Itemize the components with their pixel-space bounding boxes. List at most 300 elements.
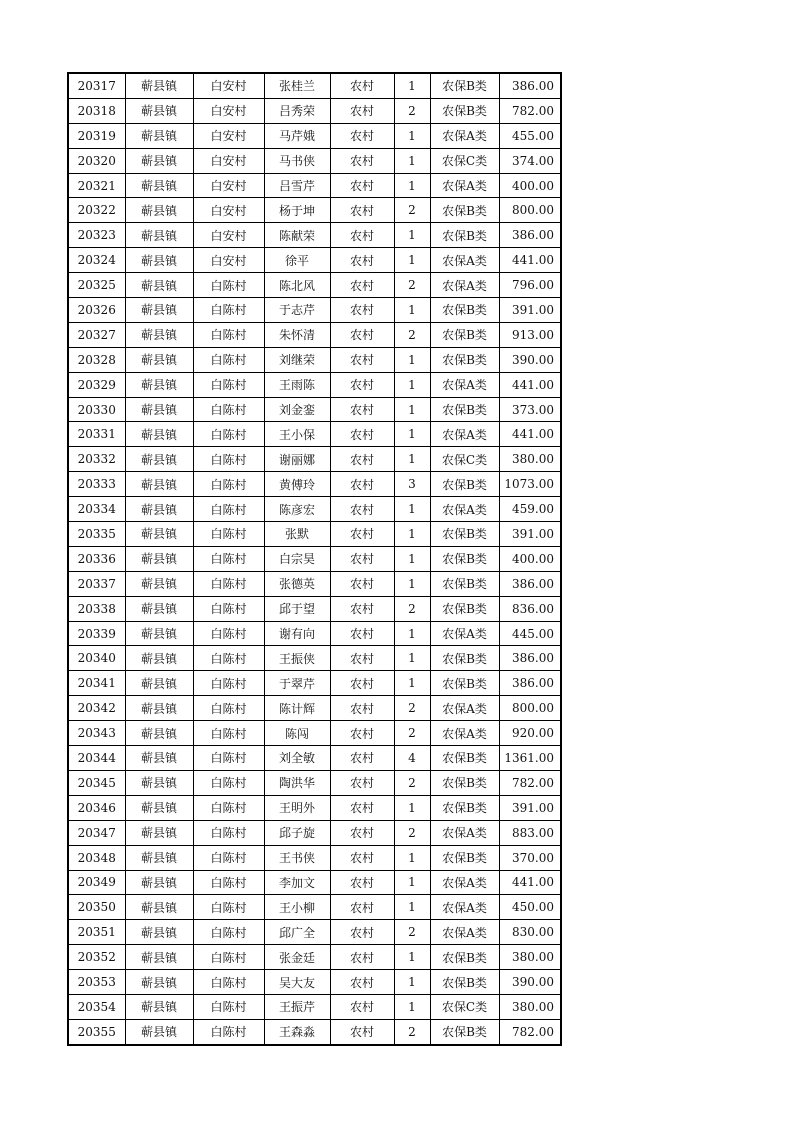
cell-record-id: 20348 bbox=[68, 845, 125, 870]
records-table bbox=[67, 72, 562, 1046]
table-row bbox=[68, 98, 561, 123]
cell-household-type: 农村 bbox=[330, 820, 394, 845]
cell-household-type: 农村 bbox=[330, 795, 394, 820]
cell-insurance-class: 农保A类 bbox=[430, 696, 499, 721]
cell-amount: 441.00 bbox=[499, 248, 561, 273]
cell-amount: 391.00 bbox=[499, 795, 561, 820]
cell-village: 白安村 bbox=[193, 73, 264, 98]
cell-name: 邱广全 bbox=[264, 920, 330, 945]
cell-insurance-class: 农保A类 bbox=[430, 920, 499, 945]
cell-record-id: 20352 bbox=[68, 945, 125, 970]
cell-town: 蕲县镇 bbox=[125, 497, 193, 522]
cell-insurance-class: 农保B类 bbox=[430, 347, 499, 372]
cell-amount: 459.00 bbox=[499, 497, 561, 522]
cell-record-id: 20334 bbox=[68, 497, 125, 522]
table-row bbox=[68, 522, 561, 547]
cell-member-count: 2 bbox=[394, 770, 430, 795]
cell-village: 白陈村 bbox=[193, 298, 264, 323]
table-row bbox=[68, 273, 561, 298]
cell-name: 马芹娥 bbox=[264, 123, 330, 148]
cell-amount: 373.00 bbox=[499, 397, 561, 422]
cell-household-type: 农村 bbox=[330, 746, 394, 771]
cell-village: 白陈村 bbox=[193, 1019, 264, 1044]
cell-member-count: 2 bbox=[394, 273, 430, 298]
cell-member-count: 2 bbox=[394, 198, 430, 223]
cell-member-count: 1 bbox=[394, 173, 430, 198]
cell-household-type: 农村 bbox=[330, 397, 394, 422]
cell-household-type: 农村 bbox=[330, 596, 394, 621]
cell-household-type: 农村 bbox=[330, 322, 394, 347]
cell-town: 蕲县镇 bbox=[125, 123, 193, 148]
cell-amount: 391.00 bbox=[499, 522, 561, 547]
cell-village: 白安村 bbox=[193, 223, 264, 248]
cell-member-count: 1 bbox=[394, 223, 430, 248]
cell-town: 蕲县镇 bbox=[125, 646, 193, 671]
cell-insurance-class: 农保A类 bbox=[430, 820, 499, 845]
cell-household-type: 农村 bbox=[330, 472, 394, 497]
cell-village: 白陈村 bbox=[193, 721, 264, 746]
cell-village: 白陈村 bbox=[193, 546, 264, 571]
cell-record-id: 20317 bbox=[68, 73, 125, 98]
cell-record-id: 20333 bbox=[68, 472, 125, 497]
cell-record-id: 20318 bbox=[68, 98, 125, 123]
cell-village: 白陈村 bbox=[193, 422, 264, 447]
cell-village: 白陈村 bbox=[193, 447, 264, 472]
cell-insurance-class: 农保A类 bbox=[430, 422, 499, 447]
cell-insurance-class: 农保B类 bbox=[430, 770, 499, 795]
cell-insurance-class: 农保B类 bbox=[430, 322, 499, 347]
cell-amount: 400.00 bbox=[499, 546, 561, 571]
cell-insurance-class: 农保A类 bbox=[430, 497, 499, 522]
cell-amount: 380.00 bbox=[499, 994, 561, 1019]
cell-member-count: 1 bbox=[394, 347, 430, 372]
cell-insurance-class: 农保A类 bbox=[430, 621, 499, 646]
table-row bbox=[68, 571, 561, 596]
cell-household-type: 农村 bbox=[330, 870, 394, 895]
cell-town: 蕲县镇 bbox=[125, 621, 193, 646]
cell-amount: 883.00 bbox=[499, 820, 561, 845]
cell-town: 蕲县镇 bbox=[125, 322, 193, 347]
cell-town: 蕲县镇 bbox=[125, 248, 193, 273]
cell-insurance-class: 农保A类 bbox=[430, 248, 499, 273]
cell-household-type: 农村 bbox=[330, 173, 394, 198]
cell-member-count: 1 bbox=[394, 248, 430, 273]
cell-village: 白陈村 bbox=[193, 845, 264, 870]
cell-record-id: 20327 bbox=[68, 322, 125, 347]
cell-town: 蕲县镇 bbox=[125, 1019, 193, 1044]
cell-amount: 386.00 bbox=[499, 73, 561, 98]
cell-town: 蕲县镇 bbox=[125, 920, 193, 945]
cell-record-id: 20324 bbox=[68, 248, 125, 273]
cell-name: 陶洪华 bbox=[264, 770, 330, 795]
cell-member-count: 3 bbox=[394, 472, 430, 497]
cell-amount: 400.00 bbox=[499, 173, 561, 198]
cell-record-id: 20319 bbox=[68, 123, 125, 148]
cell-village: 白陈村 bbox=[193, 322, 264, 347]
cell-name: 张德英 bbox=[264, 571, 330, 596]
cell-member-count: 1 bbox=[394, 571, 430, 596]
cell-town: 蕲县镇 bbox=[125, 298, 193, 323]
cell-town: 蕲县镇 bbox=[125, 970, 193, 995]
cell-town: 蕲县镇 bbox=[125, 945, 193, 970]
cell-village: 白安村 bbox=[193, 98, 264, 123]
cell-record-id: 20336 bbox=[68, 546, 125, 571]
cell-member-count: 1 bbox=[394, 994, 430, 1019]
cell-name: 吕秀荣 bbox=[264, 98, 330, 123]
cell-record-id: 20323 bbox=[68, 223, 125, 248]
cell-member-count: 1 bbox=[394, 422, 430, 447]
cell-amount: 782.00 bbox=[499, 770, 561, 795]
cell-record-id: 20342 bbox=[68, 696, 125, 721]
table-row bbox=[68, 546, 561, 571]
table-row bbox=[68, 497, 561, 522]
cell-record-id: 20325 bbox=[68, 273, 125, 298]
table-row bbox=[68, 920, 561, 945]
cell-name: 刘继荣 bbox=[264, 347, 330, 372]
cell-insurance-class: 农保A类 bbox=[430, 173, 499, 198]
cell-name: 谢有向 bbox=[264, 621, 330, 646]
table-row bbox=[68, 123, 561, 148]
cell-amount: 836.00 bbox=[499, 596, 561, 621]
cell-record-id: 20344 bbox=[68, 746, 125, 771]
cell-name: 徐平 bbox=[264, 248, 330, 273]
cell-village: 白陈村 bbox=[193, 347, 264, 372]
cell-insurance-class: 农保A类 bbox=[430, 721, 499, 746]
cell-member-count: 2 bbox=[394, 98, 430, 123]
cell-village: 白陈村 bbox=[193, 596, 264, 621]
table-row bbox=[68, 298, 561, 323]
cell-record-id: 20339 bbox=[68, 621, 125, 646]
cell-name: 张金廷 bbox=[264, 945, 330, 970]
cell-town: 蕲县镇 bbox=[125, 746, 193, 771]
cell-town: 蕲县镇 bbox=[125, 98, 193, 123]
cell-member-count: 2 bbox=[394, 721, 430, 746]
cell-village: 白陈村 bbox=[193, 945, 264, 970]
table-row bbox=[68, 795, 561, 820]
cell-record-id: 20346 bbox=[68, 795, 125, 820]
cell-insurance-class: 农保B类 bbox=[430, 671, 499, 696]
cell-town: 蕲县镇 bbox=[125, 273, 193, 298]
cell-record-id: 20335 bbox=[68, 522, 125, 547]
cell-insurance-class: 农保B类 bbox=[430, 198, 499, 223]
table-row bbox=[68, 198, 561, 223]
cell-amount: 1361.00 bbox=[499, 746, 561, 771]
cell-record-id: 20345 bbox=[68, 770, 125, 795]
cell-amount: 380.00 bbox=[499, 945, 561, 970]
cell-name: 谢丽娜 bbox=[264, 447, 330, 472]
cell-amount: 782.00 bbox=[499, 1019, 561, 1044]
cell-amount: 390.00 bbox=[499, 347, 561, 372]
cell-town: 蕲县镇 bbox=[125, 148, 193, 173]
cell-insurance-class: 农保C类 bbox=[430, 994, 499, 1019]
cell-member-count: 1 bbox=[394, 497, 430, 522]
table-row bbox=[68, 820, 561, 845]
table-row bbox=[68, 397, 561, 422]
cell-insurance-class: 农保A类 bbox=[430, 273, 499, 298]
cell-insurance-class: 农保A类 bbox=[430, 895, 499, 920]
cell-household-type: 农村 bbox=[330, 522, 394, 547]
cell-amount: 920.00 bbox=[499, 721, 561, 746]
cell-name: 王小柳 bbox=[264, 895, 330, 920]
cell-amount: 386.00 bbox=[499, 646, 561, 671]
table-row bbox=[68, 173, 561, 198]
cell-village: 白陈村 bbox=[193, 671, 264, 696]
cell-record-id: 20351 bbox=[68, 920, 125, 945]
cell-record-id: 20347 bbox=[68, 820, 125, 845]
cell-record-id: 20343 bbox=[68, 721, 125, 746]
cell-insurance-class: 农保A类 bbox=[430, 372, 499, 397]
cell-amount: 386.00 bbox=[499, 223, 561, 248]
cell-household-type: 农村 bbox=[330, 447, 394, 472]
cell-amount: 830.00 bbox=[499, 920, 561, 945]
table-row bbox=[68, 223, 561, 248]
table-row bbox=[68, 472, 561, 497]
cell-name: 邱子旋 bbox=[264, 820, 330, 845]
cell-household-type: 农村 bbox=[330, 945, 394, 970]
table-body bbox=[68, 73, 561, 1045]
cell-town: 蕲县镇 bbox=[125, 895, 193, 920]
cell-amount: 800.00 bbox=[499, 198, 561, 223]
cell-amount: 374.00 bbox=[499, 148, 561, 173]
cell-household-type: 农村 bbox=[330, 845, 394, 870]
cell-town: 蕲县镇 bbox=[125, 596, 193, 621]
cell-name: 张默 bbox=[264, 522, 330, 547]
cell-name: 白宗昊 bbox=[264, 546, 330, 571]
table-row bbox=[68, 1019, 561, 1044]
table-row bbox=[68, 646, 561, 671]
cell-insurance-class: 农保B类 bbox=[430, 298, 499, 323]
cell-name: 王振芹 bbox=[264, 994, 330, 1019]
cell-village: 白陈村 bbox=[193, 571, 264, 596]
cell-name: 陈闯 bbox=[264, 721, 330, 746]
cell-village: 白安村 bbox=[193, 148, 264, 173]
cell-village: 白陈村 bbox=[193, 646, 264, 671]
cell-town: 蕲县镇 bbox=[125, 671, 193, 696]
cell-town: 蕲县镇 bbox=[125, 422, 193, 447]
cell-name: 王振侠 bbox=[264, 646, 330, 671]
table-row bbox=[68, 372, 561, 397]
table-row bbox=[68, 746, 561, 771]
cell-insurance-class: 农保C类 bbox=[430, 148, 499, 173]
cell-town: 蕲县镇 bbox=[125, 870, 193, 895]
cell-town: 蕲县镇 bbox=[125, 721, 193, 746]
cell-insurance-class: 农保C类 bbox=[430, 447, 499, 472]
cell-village: 白陈村 bbox=[193, 621, 264, 646]
cell-name: 陈北风 bbox=[264, 273, 330, 298]
cell-member-count: 1 bbox=[394, 945, 430, 970]
cell-member-count: 1 bbox=[394, 397, 430, 422]
cell-household-type: 农村 bbox=[330, 571, 394, 596]
cell-member-count: 1 bbox=[394, 372, 430, 397]
cell-name: 于翠芹 bbox=[264, 671, 330, 696]
cell-record-id: 20341 bbox=[68, 671, 125, 696]
cell-amount: 455.00 bbox=[499, 123, 561, 148]
cell-name: 黄傅玲 bbox=[264, 472, 330, 497]
cell-insurance-class: 农保A类 bbox=[430, 870, 499, 895]
table-row bbox=[68, 870, 561, 895]
cell-amount: 445.00 bbox=[499, 621, 561, 646]
cell-amount: 370.00 bbox=[499, 845, 561, 870]
cell-household-type: 农村 bbox=[330, 497, 394, 522]
cell-amount: 800.00 bbox=[499, 696, 561, 721]
cell-member-count: 1 bbox=[394, 447, 430, 472]
cell-amount: 386.00 bbox=[499, 571, 561, 596]
cell-village: 白陈村 bbox=[193, 696, 264, 721]
cell-name: 王书侠 bbox=[264, 845, 330, 870]
cell-village: 白陈村 bbox=[193, 770, 264, 795]
cell-town: 蕲县镇 bbox=[125, 173, 193, 198]
cell-name: 吕雪芹 bbox=[264, 173, 330, 198]
cell-town: 蕲县镇 bbox=[125, 223, 193, 248]
cell-record-id: 20350 bbox=[68, 895, 125, 920]
cell-village: 白陈村 bbox=[193, 870, 264, 895]
cell-insurance-class: 农保B类 bbox=[430, 845, 499, 870]
cell-household-type: 农村 bbox=[330, 347, 394, 372]
cell-insurance-class: 农保B类 bbox=[430, 596, 499, 621]
cell-record-id: 20355 bbox=[68, 1019, 125, 1044]
cell-town: 蕲县镇 bbox=[125, 994, 193, 1019]
cell-household-type: 农村 bbox=[330, 696, 394, 721]
cell-name: 陈献荣 bbox=[264, 223, 330, 248]
cell-household-type: 农村 bbox=[330, 248, 394, 273]
cell-village: 白陈村 bbox=[193, 397, 264, 422]
table-row bbox=[68, 422, 561, 447]
cell-record-id: 20330 bbox=[68, 397, 125, 422]
cell-insurance-class: 农保B类 bbox=[430, 571, 499, 596]
cell-household-type: 农村 bbox=[330, 198, 394, 223]
table-row bbox=[68, 248, 561, 273]
cell-member-count: 1 bbox=[394, 621, 430, 646]
cell-name: 王小保 bbox=[264, 422, 330, 447]
cell-amount: 913.00 bbox=[499, 322, 561, 347]
cell-household-type: 农村 bbox=[330, 970, 394, 995]
cell-member-count: 1 bbox=[394, 795, 430, 820]
cell-insurance-class: 农保B类 bbox=[430, 945, 499, 970]
cell-town: 蕲县镇 bbox=[125, 820, 193, 845]
cell-village: 白安村 bbox=[193, 173, 264, 198]
cell-village: 白陈村 bbox=[193, 994, 264, 1019]
cell-name: 朱怀清 bbox=[264, 322, 330, 347]
table-row bbox=[68, 770, 561, 795]
cell-member-count: 1 bbox=[394, 298, 430, 323]
cell-amount: 441.00 bbox=[499, 422, 561, 447]
cell-household-type: 农村 bbox=[330, 646, 394, 671]
table-row bbox=[68, 696, 561, 721]
table-row bbox=[68, 895, 561, 920]
cell-name: 刘金銮 bbox=[264, 397, 330, 422]
table-row bbox=[68, 945, 561, 970]
cell-member-count: 1 bbox=[394, 546, 430, 571]
cell-household-type: 农村 bbox=[330, 770, 394, 795]
cell-record-id: 20328 bbox=[68, 347, 125, 372]
cell-village: 白陈村 bbox=[193, 795, 264, 820]
cell-amount: 441.00 bbox=[499, 372, 561, 397]
cell-insurance-class: 农保B类 bbox=[430, 795, 499, 820]
table-row bbox=[68, 596, 561, 621]
cell-amount: 386.00 bbox=[499, 671, 561, 696]
cell-insurance-class: 农保B类 bbox=[430, 223, 499, 248]
cell-insurance-class: 农保B类 bbox=[430, 746, 499, 771]
cell-member-count: 1 bbox=[394, 671, 430, 696]
cell-town: 蕲县镇 bbox=[125, 447, 193, 472]
cell-name: 陈计辉 bbox=[264, 696, 330, 721]
cell-member-count: 1 bbox=[394, 646, 430, 671]
cell-record-id: 20329 bbox=[68, 372, 125, 397]
cell-insurance-class: 农保B类 bbox=[430, 1019, 499, 1044]
cell-amount: 1073.00 bbox=[499, 472, 561, 497]
cell-village: 白陈村 bbox=[193, 746, 264, 771]
cell-household-type: 农村 bbox=[330, 273, 394, 298]
cell-member-count: 1 bbox=[394, 522, 430, 547]
cell-member-count: 2 bbox=[394, 596, 430, 621]
cell-amount: 380.00 bbox=[499, 447, 561, 472]
cell-name: 于志芹 bbox=[264, 298, 330, 323]
cell-household-type: 农村 bbox=[330, 148, 394, 173]
cell-household-type: 农村 bbox=[330, 123, 394, 148]
table-row bbox=[68, 970, 561, 995]
cell-name: 张桂兰 bbox=[264, 73, 330, 98]
cell-insurance-class: 农保B类 bbox=[430, 73, 499, 98]
cell-record-id: 20340 bbox=[68, 646, 125, 671]
cell-village: 白陈村 bbox=[193, 895, 264, 920]
cell-amount: 796.00 bbox=[499, 273, 561, 298]
cell-household-type: 农村 bbox=[330, 223, 394, 248]
cell-member-count: 1 bbox=[394, 845, 430, 870]
table-row bbox=[68, 447, 561, 472]
cell-name: 李加文 bbox=[264, 870, 330, 895]
cell-town: 蕲县镇 bbox=[125, 397, 193, 422]
table-row bbox=[68, 322, 561, 347]
cell-record-id: 20337 bbox=[68, 571, 125, 596]
cell-household-type: 农村 bbox=[330, 422, 394, 447]
cell-amount: 441.00 bbox=[499, 870, 561, 895]
cell-record-id: 20320 bbox=[68, 148, 125, 173]
cell-member-count: 2 bbox=[394, 696, 430, 721]
cell-town: 蕲县镇 bbox=[125, 845, 193, 870]
cell-village: 白安村 bbox=[193, 198, 264, 223]
cell-record-id: 20321 bbox=[68, 173, 125, 198]
cell-insurance-class: 农保B类 bbox=[430, 472, 499, 497]
cell-town: 蕲县镇 bbox=[125, 372, 193, 397]
cell-record-id: 20332 bbox=[68, 447, 125, 472]
cell-household-type: 农村 bbox=[330, 920, 394, 945]
cell-record-id: 20354 bbox=[68, 994, 125, 1019]
cell-member-count: 2 bbox=[394, 1019, 430, 1044]
cell-insurance-class: 农保B类 bbox=[430, 98, 499, 123]
cell-insurance-class: 农保B类 bbox=[430, 522, 499, 547]
cell-town: 蕲县镇 bbox=[125, 347, 193, 372]
cell-member-count: 2 bbox=[394, 820, 430, 845]
cell-town: 蕲县镇 bbox=[125, 795, 193, 820]
cell-member-count: 1 bbox=[394, 73, 430, 98]
cell-member-count: 1 bbox=[394, 895, 430, 920]
cell-household-type: 农村 bbox=[330, 372, 394, 397]
cell-town: 蕲县镇 bbox=[125, 198, 193, 223]
cell-member-count: 2 bbox=[394, 322, 430, 347]
cell-village: 白陈村 bbox=[193, 970, 264, 995]
cell-name: 王明外 bbox=[264, 795, 330, 820]
cell-amount: 391.00 bbox=[499, 298, 561, 323]
table-row bbox=[68, 845, 561, 870]
cell-member-count: 1 bbox=[394, 870, 430, 895]
cell-name: 王雨陈 bbox=[264, 372, 330, 397]
cell-town: 蕲县镇 bbox=[125, 472, 193, 497]
table-row bbox=[68, 73, 561, 98]
cell-record-id: 20326 bbox=[68, 298, 125, 323]
cell-town: 蕲县镇 bbox=[125, 696, 193, 721]
cell-village: 白陈村 bbox=[193, 522, 264, 547]
cell-household-type: 农村 bbox=[330, 994, 394, 1019]
